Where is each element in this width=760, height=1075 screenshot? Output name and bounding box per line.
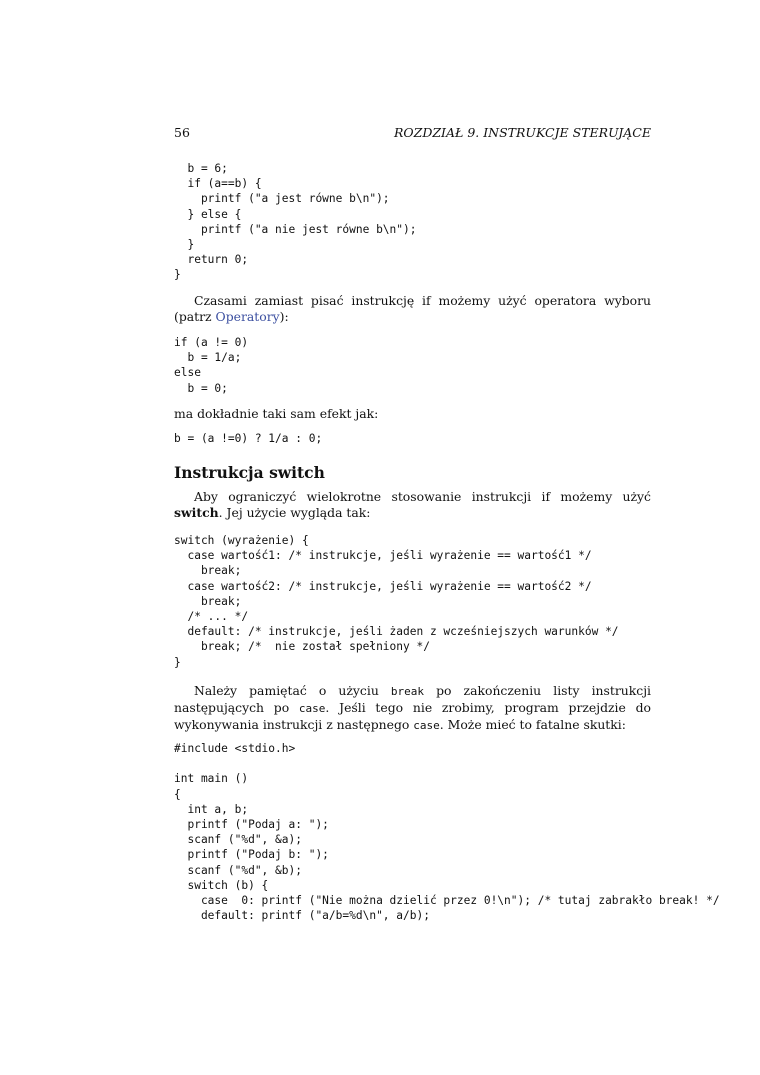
- paragraph-switch-intro: [174, 489, 651, 521]
- running-header: [174, 125, 651, 141]
- code-block-if-else: b = 6; if (a==b) { printf ("a jest równe b\n"); } else { printf ("a nie jest równe b\n"); } return 0; }: [174, 162, 417, 282]
- inline-code-case: case: [413, 719, 440, 732]
- link-operatory[interactable]: Operatory: [215, 309, 280, 324]
- paragraph-text: Aby ograniczyć wielokrotne stosowanie instrukcji if możemy użyć: [194, 489, 651, 504]
- code-block-if-a: if (a != 0) b = 1/a; else b = 0;: [174, 336, 249, 395]
- inline-code-case: case: [298, 702, 326, 715]
- chapter-title: ROZDZIAŁ 9. INSTRUKCJE STERUJĄCE: [393, 125, 651, 140]
- paragraph-text: . Może mieć to fatalne skutki:: [439, 717, 626, 732]
- inline-code-break: break: [390, 685, 425, 698]
- paragraph-text: . Jeśli tego nie zrobimy, program przejdzie do wykonywania instrukcji z następnego: [174, 700, 651, 732]
- code-block-ternary: b = (a !=0) ? 1/a : 0;: [174, 432, 323, 445]
- paragraph-text: . Jej użycie wygląda tak:: [218, 505, 371, 520]
- keyword-switch: switch: [174, 505, 219, 520]
- paragraph-text: Czasami zamiast pisać instrukcję if możemy użyć operatora wyboru (patrz: [174, 293, 651, 324]
- code-block-example-program: #include <stdio.h> int main () { int a, b; printf ("Podaj a: "); scanf ("%d", &a); printf ("Podaj b: "); scanf ("%d", &b); switch (b) { case 0: printf ("Nie można dzielić przez 0!\n"); /* tutaj zabrakło break! */ default: printf ("a/b=%d\n", a/b);: [174, 742, 720, 923]
- paragraph-operator-wyboru: [174, 293, 651, 325]
- paragraph-text: ):: [279, 309, 289, 324]
- code-block-switch-syntax: switch (wyrażenie) { case wartość1: /* instrukcje, jeśli wyrażenie == wartość1 */ break; case wartość2: /* instrukcje, jeśli wyrażenie == wartość2 */ break; /* ... */ default: /* instrukcje, jeśli żaden z wcześniejszych warunków */ break; /* nie został spełniony */ }: [174, 534, 619, 669]
- paragraph-text: Należy pamiętać o użyciu: [194, 683, 391, 698]
- paragraph-same-effect: ma dokładnie taki sam efekt jak:: [174, 406, 379, 421]
- paragraph-text: po zakończeniu listy instrukcji następujących po: [174, 683, 652, 715]
- paragraph-break-warning: [174, 683, 651, 734]
- page-number: 56: [174, 125, 190, 140]
- section-heading-switch: Instrukcja switch: [174, 463, 325, 482]
